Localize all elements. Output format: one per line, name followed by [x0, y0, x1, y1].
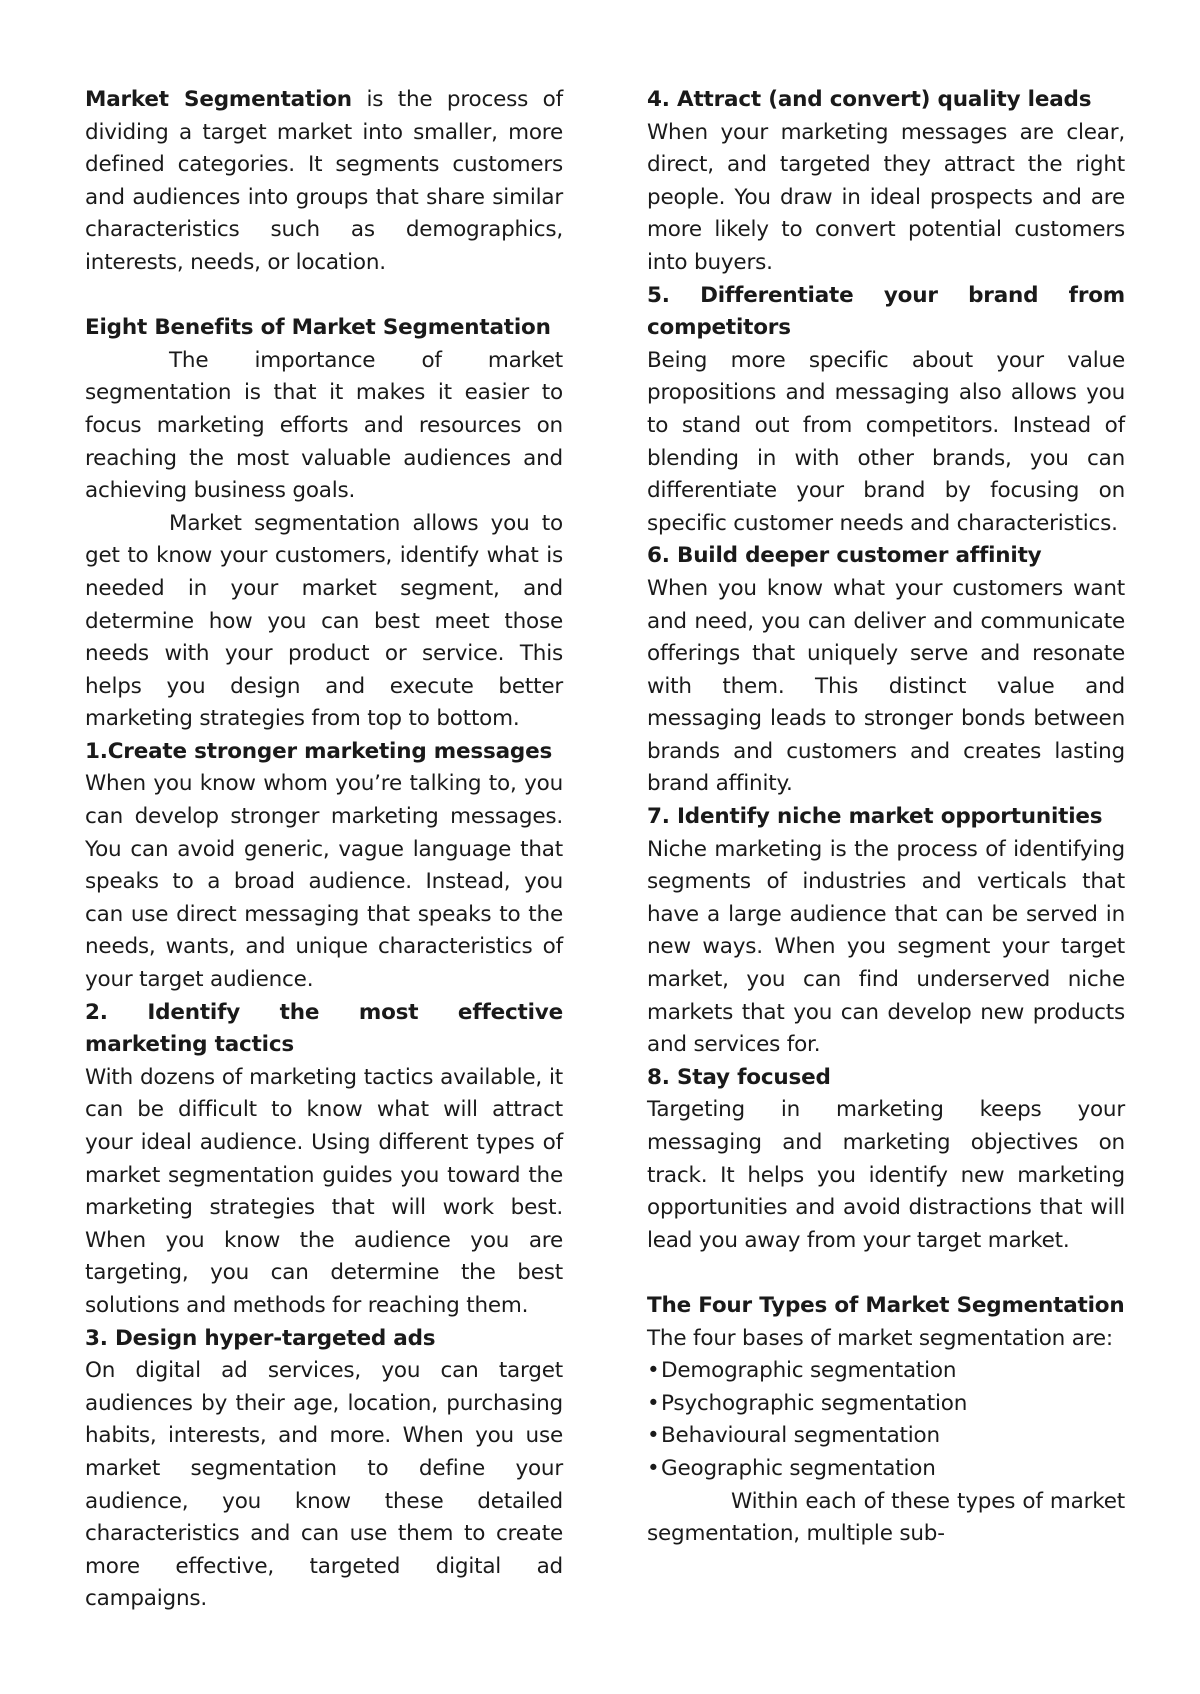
benefits-heading: Eight Benefits of Market Segmentation	[85, 315, 551, 341]
list-item: • Psychographic segmentation	[647, 1388, 1125, 1421]
intro-paragraph	[85, 84, 563, 280]
benefit-1-text: When you know whom you’re talking to, you can develop stronger marketing messages. You can avoid generic, vague language that speaks to a broad audience. Instead, you can use direct messaging that speaks to the needs, wants, and unique characteristics of your target audience.	[85, 771, 563, 993]
types-closing: Within each of these types of market segmentation, multiple sub-	[647, 1488, 1125, 1547]
left-column	[85, 84, 563, 1616]
benefit-2-heading: 2. Identify the most effective marketing tactics	[85, 999, 563, 1058]
benefit-6-text: When you know what your customers want and need, you can deliver and communicate offerings that uniquely serve and resonate with them. This distinct value and messaging leads to stronger bonds between brands and customers and creates lasting brand affinity.	[647, 575, 1125, 797]
list-item: • Demographic segmentation	[647, 1355, 1125, 1388]
benefit-8-text: Targeting in marketing keeps your messaging and marketing objectives on track. It helps you identify new marketing opportunities and avoid distractions that will lead you away from your target market.	[647, 1097, 1125, 1253]
benefit-3-heading: 3. Design hyper-targeted ads	[85, 1325, 436, 1351]
benefit-7-text: Niche marketing is the process of identifying segments of industries and verticals that have a large audience that can be served in new ways. When you segment your target market, you can find underserved niche markets that you can develop new products and services for.	[647, 836, 1125, 1058]
spacer	[85, 280, 563, 313]
intro-text: is the process of dividing a target market into smaller, more defined categories. It segments customers and audiences into groups that share similar characteristics such as demographics, interests, needs, or location.	[85, 87, 563, 275]
benefit-4-text: When your marketing messages are clear, direct, and targeted they attract the right people. You draw in ideal prospects and are more likely to convert potential customers into buyers.	[647, 119, 1125, 275]
list-item: • Behavioural segmentation	[647, 1420, 1125, 1453]
benefit-6-heading: 6. Build deeper customer affinity	[647, 543, 1042, 569]
benefit-5-heading: 5. Differentiate your brand from competitors	[647, 282, 1125, 341]
intro-term: Market Segmentation	[85, 87, 352, 112]
benefits-paragraph-2: Market segmentation allows you to get to know your customers, identify what is needed in your market segment, and determine how you can best meet those needs with your product or service. This helps you design and execute better marketing strategies from top to bottom.	[85, 510, 563, 732]
right-column	[647, 84, 1125, 1551]
spacer	[647, 1257, 1125, 1290]
types-list	[647, 1355, 1125, 1485]
benefit-8-heading: 8. Stay focused	[647, 1064, 831, 1090]
benefit-2-text: With dozens of marketing tactics available, it can be difficult to know what will attract your ideal audience. Using different types of market segmentation guides you toward the marketing strategies that will work best. When you know the audience you are targeting, you can determine the best solutions and methods for reaching them.	[85, 1064, 563, 1318]
benefits-paragraph-1: The importance of market segmentation is that it makes it easier to focus marketing efforts and resources on reaching the most valuable audiences and achieving business goals.	[85, 347, 563, 504]
benefit-7-heading: 7. Identify niche market opportunities	[647, 804, 1103, 830]
types-heading: The Four Types of Market Segmentation	[647, 1292, 1125, 1318]
benefit-1-heading: 1.Create stronger marketing messages	[85, 738, 553, 764]
benefit-5-text: Being more specific about your value propositions and messaging also allows you to stand out from competitors. Instead of blending in with other brands, you can differentiate your brand by focusing on specific customer needs and characteristics.	[647, 347, 1125, 536]
benefit-4-heading: 4. Attract (and convert) quality leads	[647, 87, 1092, 112]
benefit-3-text: On digital ad services, you can target audiences by their age, location, purchasing habits, interests, and more. When you use market segmentation to define your audience, you know these detailed characteristics and can use them to create more effective, targeted digital ad campaigns.	[85, 1358, 563, 1612]
types-intro: The four bases of market segmentation are:	[647, 1325, 1113, 1351]
list-item: • Geographic segmentation	[647, 1453, 1125, 1486]
